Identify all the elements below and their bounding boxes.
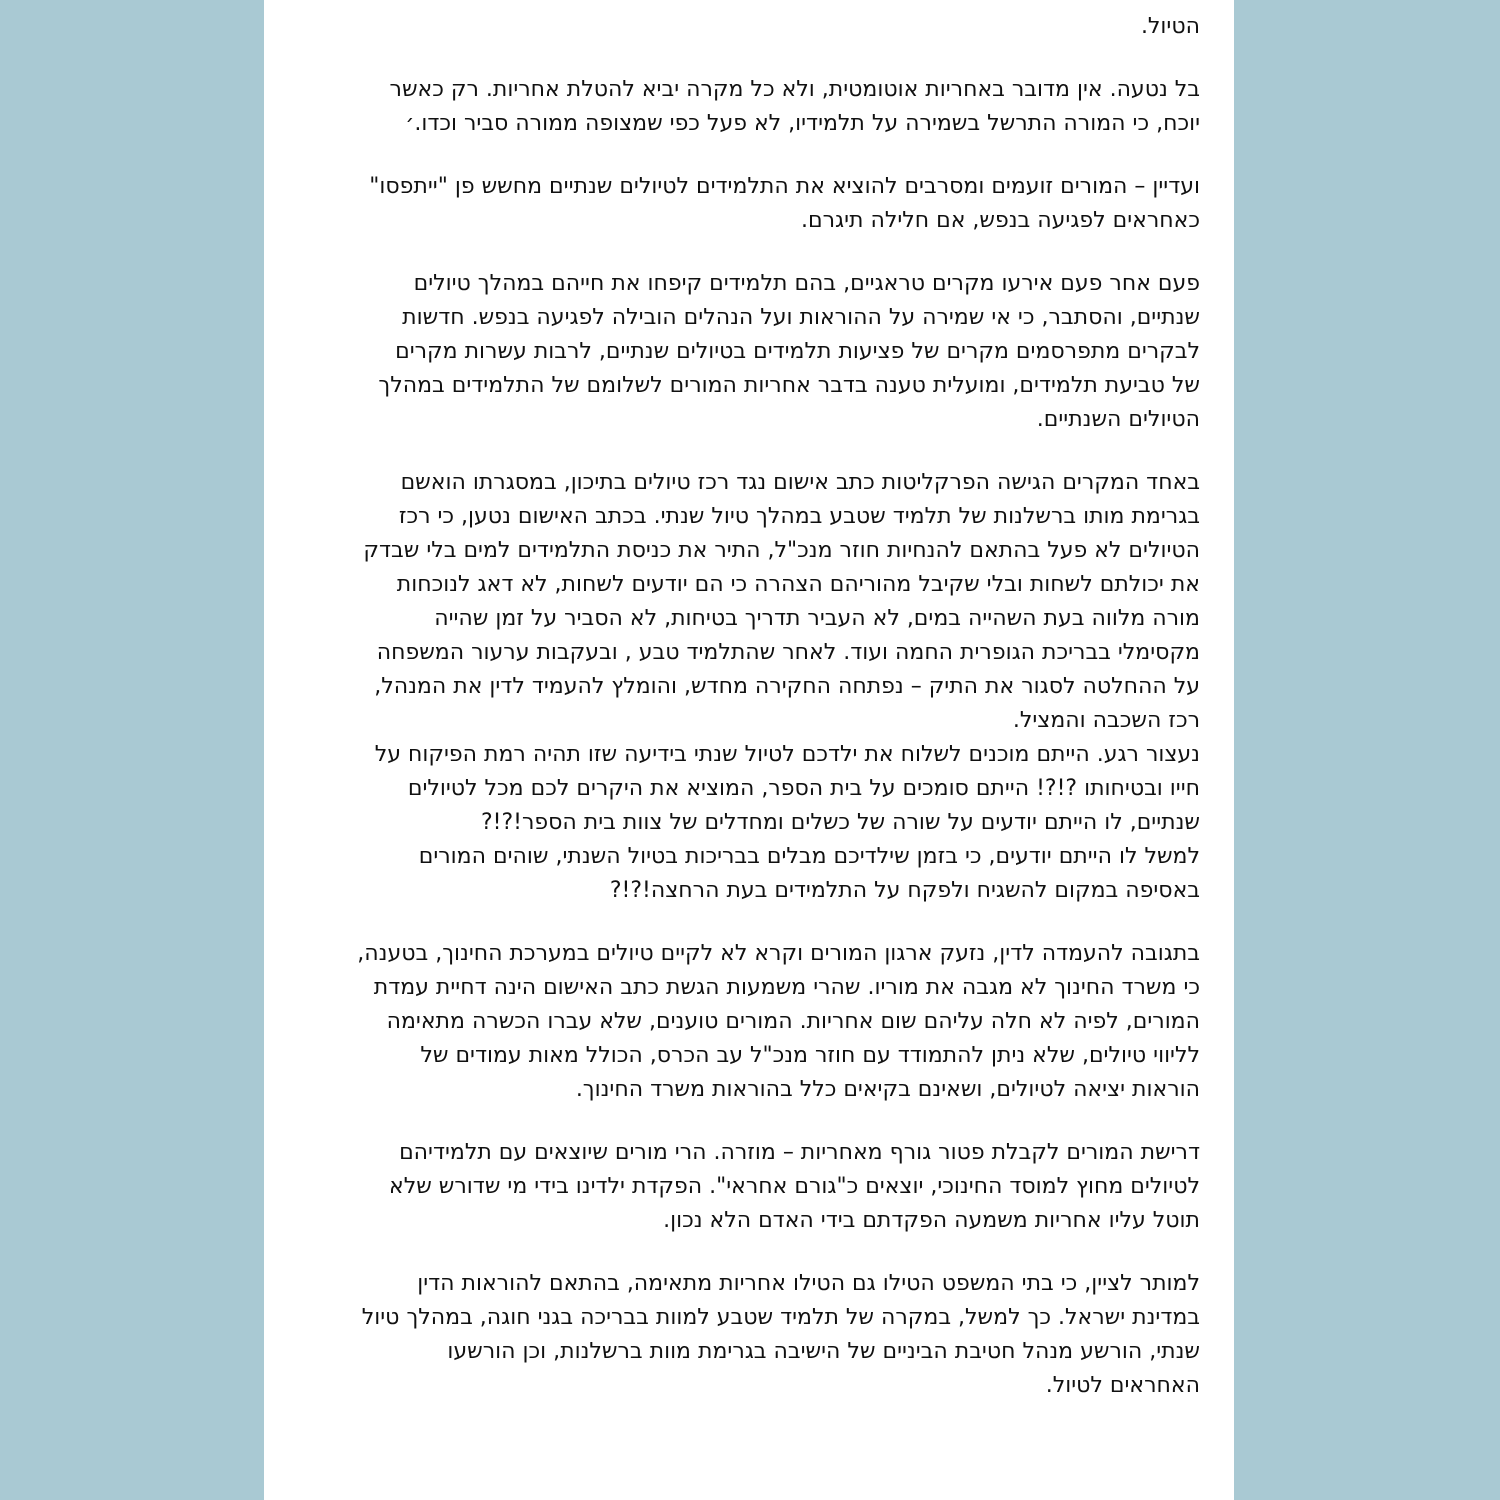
text-line: האחראים לטיול.	[1045, 1373, 1200, 1398]
text-line: מורה מלווה בעת השהייה במים, לא העביר תדריך בטיחות, לא הסביר על זמן שהייה	[434, 606, 1200, 631]
text-line: על ההחלטה לסגור את התיק – נפתחה החקירה מחדש, והומלץ להעמיד לדין את המנהל,	[374, 674, 1200, 699]
text-line: פעם אחר פעם אירעו מקרים טראגיים, בהם תלמידים קיפחו את חייהם במהלך טיולים	[413, 271, 1200, 296]
text-line: למותר לציין, כי בתי המשפט הטילו גם הטילו אחריות מתאימה, בהתאם להוראות הדין	[417, 1271, 1200, 1296]
text-line: חייו ובטיחותו ?!?! הייתם סומכים על בית הספר, המוציא את היקרים לכם מכל לטיולים	[407, 776, 1200, 801]
paragraph	[274, 170, 1200, 238]
text-line: דרישת המורים לקבלת פטור גורף מאחריות – מוזרה. הרי מורים שיוצאים עם תלמידיהם	[399, 1140, 1200, 1165]
text-line: הטיול.	[1140, 14, 1200, 39]
text-line: לבקרים מתפרסמים מקרים של פציעות תלמידים בטיולים שנתיים, לרבות עשרות מקרים	[395, 339, 1200, 364]
paragraph	[274, 10, 1200, 44]
text-line: של טביעת תלמידים, ומועלית טענה בדבר אחריות המורים לשלומם של התלמידים במהלך	[378, 373, 1200, 398]
text-line: הטיולים לא פעל בהתאם להנחיות חוזר מנכ"ל, התיר את כניסת התלמידים למים בלי שבדק	[363, 538, 1200, 563]
text-line: לטיולים מחוץ למוסד החינוכי, יוצאים כ"גורם אחראי". הפקדת ילדינו בידי מי שדורש שלא	[389, 1174, 1200, 1199]
text-line: המורים, לפיה לא חלה עליהם שום אחריות. המורים טוענים, שלא עברו הכשרה מתאימה	[386, 1009, 1200, 1034]
text-line: בתגובה להעמדה לדין, נזעק ארגון המורים וקרא לא לקיים טיולים במערכת החינוך, בטענה,	[357, 941, 1200, 966]
text-line: כי משרד החינוך לא מגבה את מוריו. שהרי משמעות הגשת כתב האישום הינה דחיית עמדת	[373, 975, 1200, 1000]
text-line: את יכולתם לשחות ובלי שקיבל מהוריהם הצהרה כי הם יודעים לשחות, לא דאג לנוכחות	[396, 572, 1200, 597]
text-line: הטיולים השנתיים.	[1036, 407, 1200, 432]
text-line: למשל לו הייתם יודעים, כי בזמן שילדיכם מבלים בבריכות בטיול השנתי, שוהים המורים	[418, 844, 1200, 869]
text-line: לליווי טיולים, שלא ניתן להתמודד עם חוזר מנכ"ל עב הכרס, הכולל מאות עמודים של	[420, 1043, 1200, 1068]
text-line: שנתיים, והסתבר, כי אי שמירה על ההוראות ועל הנהלים הובילה לפגיעה בנפש. חדשות	[402, 305, 1200, 330]
text-line: שנתי, הורשע מנהל חטיבת הביניים של הישיבה בגרימת מוות ברשלנות, וכן הורשעו	[447, 1339, 1200, 1364]
paragraph	[274, 937, 1200, 1107]
text-line: שנתיים, לו הייתם יודעים על שורה של כשלים ומחדלים של צוות בית הספר!?!?	[481, 810, 1200, 835]
text-line: ועדיין – המורים זועמים ומסרבים להוציא את התלמידים לטיולים שנתיים מחשש פן "ייתפסו"	[369, 174, 1200, 199]
text-line: הוראות יציאה לטיולים, ושאינם בקיאים כלל בהוראות משרד החינוך.	[575, 1077, 1200, 1102]
document-page	[264, 0, 1234, 1500]
document-text	[274, 10, 1200, 1432]
paragraph	[274, 1267, 1200, 1403]
paragraph	[274, 267, 1200, 437]
text-line: בל נטעה. אין מדובר באחריות אוטומטית, ולא כל מקרה יביא להטלת אחריות. רק כאשר	[389, 77, 1200, 102]
text-line: כאחראים לפגיעה בנפש, אם חלילה תיגרם.	[801, 208, 1200, 233]
text-line: באחד המקרים הגישה הפרקליטות כתב אישום נגד רכז טיולים בתיכון, במסגרתו הואשם	[400, 470, 1200, 495]
text-line: רכז השכבה והמציל.	[1012, 708, 1200, 733]
text-line: במדינת ישראל. כך למשל, במקרה של תלמיד שטבע למוות בבריכה בגני חוגה, במהלך טיול	[361, 1305, 1200, 1330]
paragraph	[274, 738, 1200, 908]
paragraph	[274, 466, 1200, 738]
text-line: באסיפה במקום להשגיח ולפקח על התלמידים בעת הרחצה!?!?	[609, 878, 1200, 903]
text-line: מקסימלי בבריכת הגופרית החמה ועוד. לאחר שהתלמיד טבע , ובעקבות ערעור המשפחה	[376, 640, 1200, 665]
text-line: תוטל עליו אחריות משמעה הפקדתם בידי האדם הלא נכון.	[663, 1208, 1200, 1233]
text-line: בגרימת מותו ברשלנות של תלמיד שטבע במהלך טיול שנתי. בכתב האישום נטען, כי רכז	[398, 504, 1200, 529]
paragraph	[274, 73, 1200, 141]
text-line: נעצור רגע. הייתם מוכנים לשלוח את ילדכם לטיול שנתי בידיעה שזו תהיה רמת הפיקוח על	[374, 742, 1200, 767]
paragraph	[274, 1136, 1200, 1238]
text-line: יוכח, כי המורה התרשל בשמירה על תלמידיו, לא פעל כפי שמצופה ממורה סביר וכדו.׳	[405, 111, 1200, 136]
